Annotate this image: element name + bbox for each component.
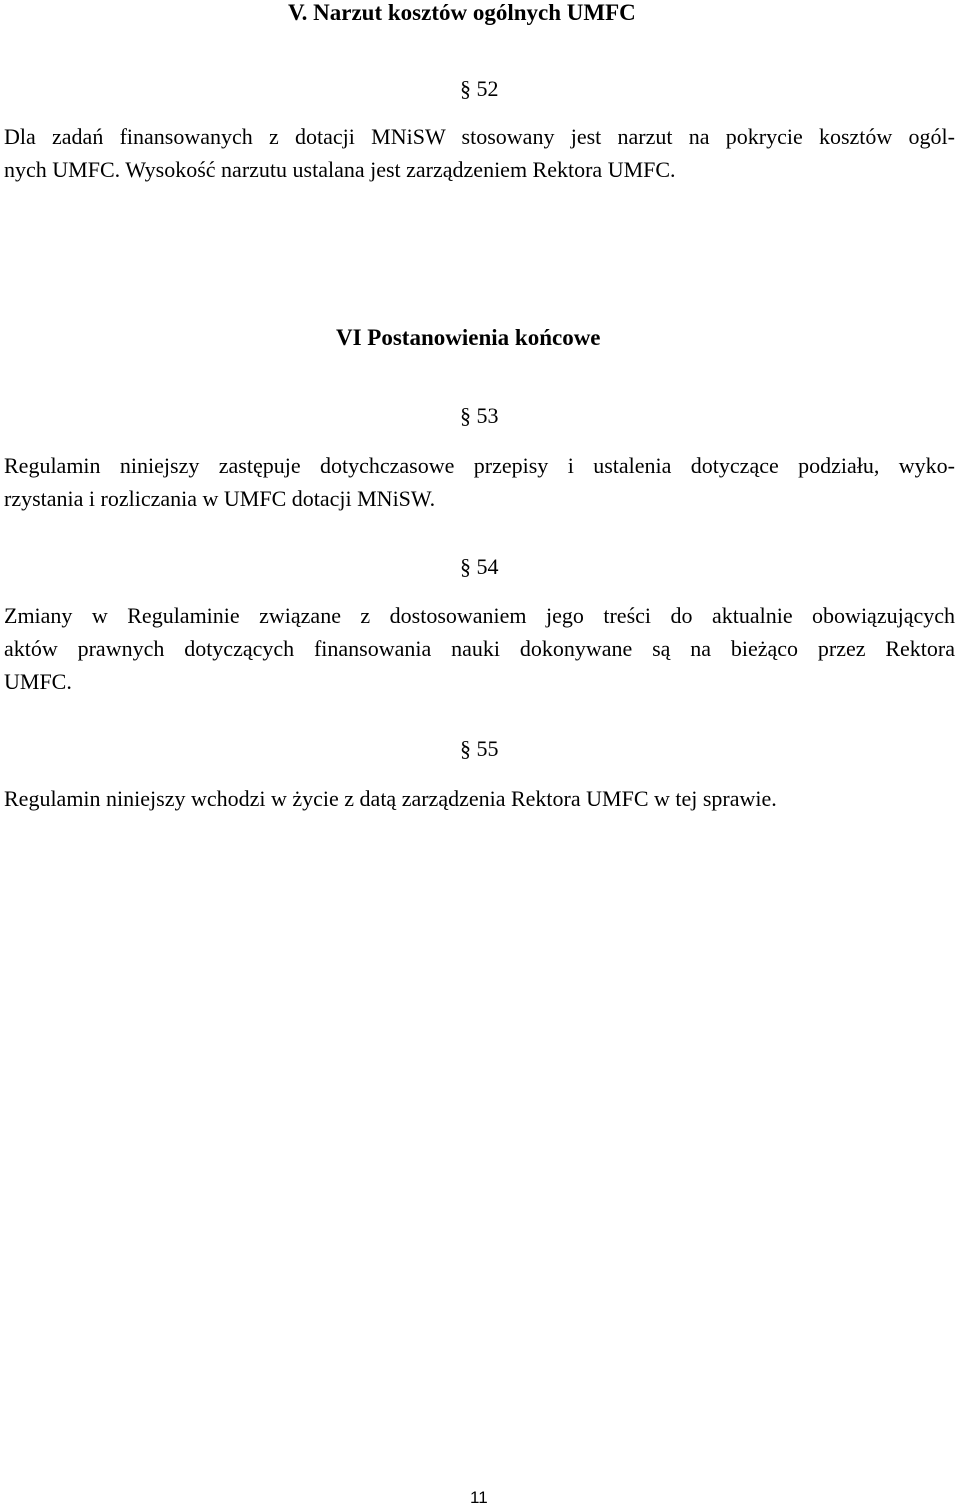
- paragraph-number-53: § 53: [460, 403, 499, 428]
- paragraph-54-line-1: Zmiany w Regulaminie związane z dostosowaniem jego treści do aktualnie obowiązujących: [4, 603, 955, 628]
- page-number: 11: [470, 1488, 488, 1507]
- paragraph-number-55: § 55: [460, 736, 499, 761]
- paragraph-number-54: § 54: [460, 554, 499, 579]
- paragraph-52-line-1: Dla zadań finansowanych z dotacji MNiSW stosowany jest narzut na pokrycie kosztów ogól-: [4, 124, 955, 149]
- section-heading-v: V. Narzut kosztów ogólnych UMFC: [288, 0, 636, 25]
- paragraph-52-line-2: nych UMFC. Wysokość narzutu ustalana jest zarządzeniem Rektora UMFC.: [4, 157, 676, 182]
- paragraph-55-line-1: Regulamin niniejszy wchodzi w życie z datą zarządzenia Rektora UMFC w tej sprawie.: [4, 786, 777, 811]
- paragraph-54-line-3: UMFC.: [4, 669, 72, 694]
- section-heading-vi: VI Postanowienia końcowe: [336, 325, 601, 350]
- paragraph-53-line-2: rzystania i rozliczania w UMFC dotacji MNiSW.: [4, 486, 436, 511]
- paragraph-number-52: § 52: [460, 76, 499, 101]
- paragraph-53-line-1: Regulamin niniejszy zastępuje dotychczasowe przepisy i ustalenia dotyczące podziału, wyko-: [4, 453, 955, 478]
- paragraph-54-line-2: aktów prawnych dotyczących finansowania nauki dokonywane są na bieżąco przez Rektora: [4, 636, 955, 661]
